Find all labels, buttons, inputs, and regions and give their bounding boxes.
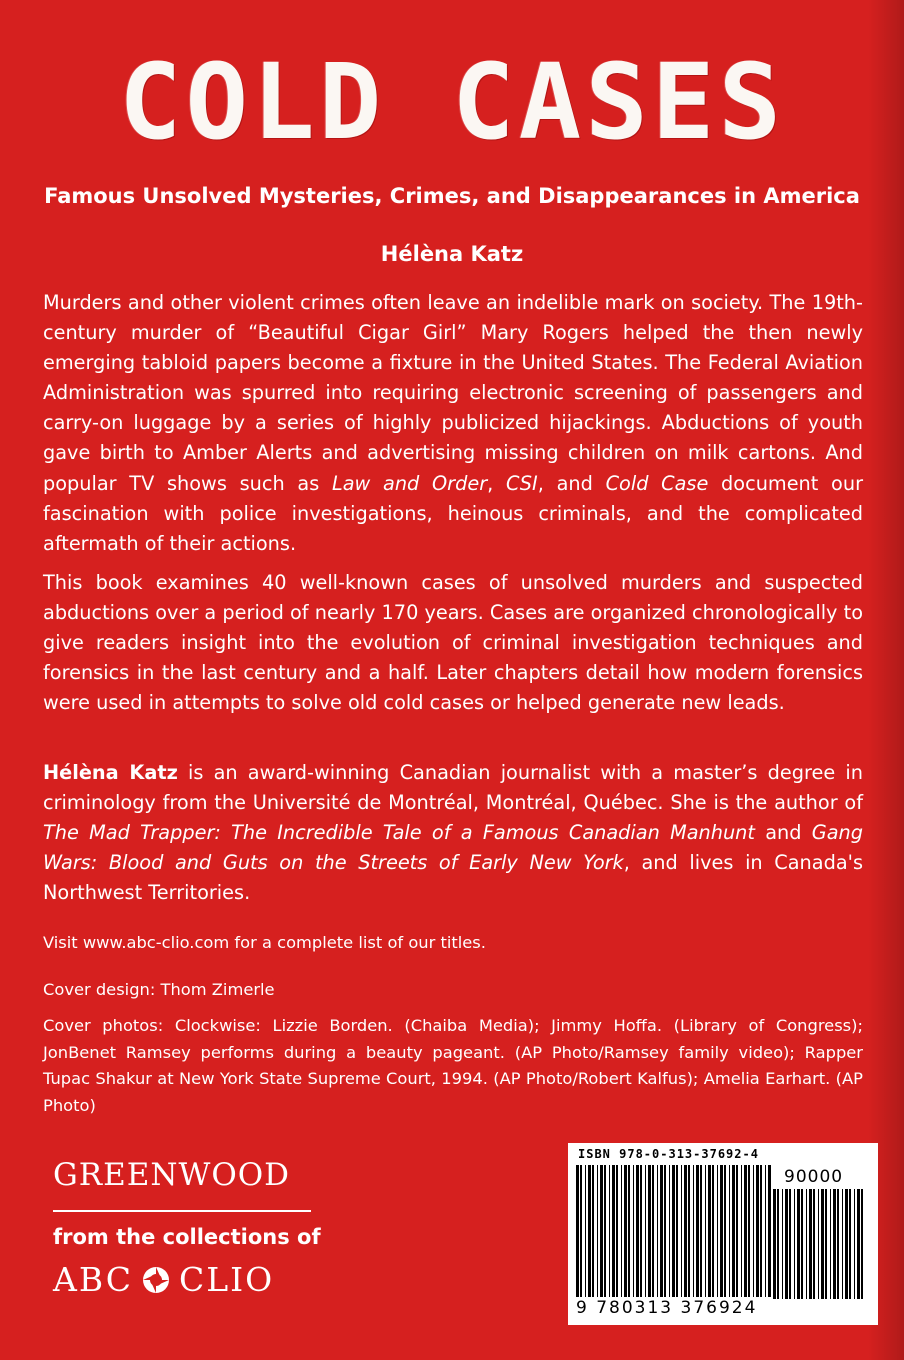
barcode-bar [660,1165,663,1297]
publisher-divider [53,1210,311,1212]
barcode-bar [705,1165,706,1297]
barcode-bar [741,1165,742,1297]
publisher-tagline: from the collections of [53,1225,321,1249]
description-text: document our fascination with police investigations, heinous criminals, and the complicated aftermath of their actions. [43,471,863,555]
barcode-bar [837,1189,839,1299]
barcode-bar [669,1165,670,1297]
barcode-bar [597,1165,598,1297]
barcode-bar [588,1165,591,1297]
aperture-icon [141,1265,171,1295]
barcode-bar [782,1189,783,1299]
author-bio [43,758,863,908]
bio-author-name: Hélèna Katz [43,761,178,784]
book-title: COLD CASES [118,41,786,163]
barcode-bar [664,1165,666,1297]
barcode-bar [657,1165,658,1297]
barcode-bar [712,1165,714,1297]
barcode-bar [773,1189,776,1299]
barcode-bar [624,1165,627,1297]
book-title-ref: Gang Wars: Blood and Guts on the Streets of Early New York [43,821,863,875]
barcode-bar [621,1165,622,1297]
barcode-bar [628,1165,630,1297]
barcode-bar [801,1189,803,1299]
barcode-bar [849,1189,851,1299]
barcode-bar [736,1165,738,1297]
website-note: Visit www.abc-clio.com for a complete list of our titles. [43,933,486,952]
barcode-bar [760,1165,762,1297]
publisher-imprint: GREENWOOD [53,1157,291,1193]
barcode-bar [861,1189,863,1299]
barcode-bar [756,1165,759,1297]
ean-number: 9 780313 376924 [576,1298,758,1318]
barcode-bar [585,1165,586,1297]
abc-clio-logo [53,1258,343,1302]
bio-text: , and lives in Canada's Northwest Territories. [43,851,863,905]
price-code: 90000 [784,1167,844,1187]
cover-design-credit: Cover design: Thom Zimerle [43,980,275,999]
show-title: Law and Order [331,471,488,495]
barcode-bar [592,1165,594,1297]
barcode-bar [684,1165,687,1297]
book-title-ref: The Mad Trapper: The Incredible Tale of a Famous Canadian Manhunt [43,821,755,845]
ean-barcode-bars [576,1165,772,1297]
barcode-bar [600,1165,603,1297]
barcode-bar [720,1165,723,1297]
barcode-bar [676,1165,678,1297]
barcode-bar [857,1189,860,1299]
barcode-bar [777,1189,779,1299]
barcode-bar [744,1165,747,1297]
bio-text: and [754,821,812,845]
show-title: CSI [505,471,538,495]
isbn-label: ISBN 978-0-313-37692-4 [578,1147,759,1161]
barcode-bar [576,1165,579,1297]
barcode-bar [833,1189,836,1299]
book-subtitle: Famous Unsolved Mysteries, Crimes, and Disappearances in America [44,184,860,208]
barcode-bar [821,1189,824,1299]
barcode-bar [609,1165,610,1297]
description-text: Murders and other violent crimes often leave an indelible mark on society. The 19th-century murder of “Beautiful Cigar Girl” Mary Rogers helped the then newly emerging tabloid papers become a fixture in the United States. The Federal Aviation Administration was spurred into requiring electronic screening of passengers and carry-on luggage by a series of highly publicized hijackings. Abductions of youth gave birth to Amber Alerts and advertising missing children on milk cartons. And popular TV shows such as [43,291,863,495]
isbn-barcode [568,1143,878,1325]
barcode-bar [809,1189,812,1299]
barcode-bar [768,1165,771,1297]
barcode-bar [785,1189,788,1299]
barcode-bar [825,1189,827,1299]
description-paragraph-1 [43,288,863,559]
barcode-bar [806,1189,807,1299]
barcode-bar [640,1165,642,1297]
barcode-bar [688,1165,690,1297]
show-title: Cold Case [605,471,709,495]
description-text: , and [537,471,606,495]
barcode-bar [813,1189,815,1299]
barcode-bar [753,1165,754,1297]
barcode-bar [717,1165,718,1297]
barcode-bar [724,1165,726,1297]
barcode-bar [633,1165,634,1297]
barcode-bar [681,1165,682,1297]
barcode-bar [580,1165,582,1297]
barcode-bar [636,1165,639,1297]
barcode-bar [729,1165,730,1297]
bio-text: is an award-winning Canadian journalist with a master’s degree in criminology from the Université de Montréal, Montréal, Québec. She is the author of [43,761,863,815]
description-paragraph-2: This book examines 40 well-known cases of unsolved murders and suspected abductions over a period of nearly 170 years. Cases are organized chronologically to give readers insight into the evolution of criminal investigation techniques and forensics in the last century and a half. Later chapters detail how modern forensics were used in attempts to solve old cold cases or helped generate new leads. [43,571,863,715]
barcode-bar [700,1165,702,1297]
barcode-bar [854,1189,855,1299]
barcode-bar [604,1165,606,1297]
cover-photo-credits: Cover photos: Clockwise: Lizzie Borden. (Chaiba Media); Jimmy Hoffa. (Library of Congress); JonBenet Ramsey performs during a beauty pageant. (AP Photo/Ramsey family video); Rapper Tupac Shakur at New York State Supreme Court, 1994. (AP Photo/Robert Kalfus); Amelia Earhart. (AP Photo) [43,1016,863,1115]
barcode-bar [645,1165,646,1297]
barcode-bar [616,1165,618,1297]
barcode-bar [765,1165,766,1297]
barcode-bar [830,1189,831,1299]
price-barcode-bars [773,1189,867,1299]
barcode-bar [672,1165,675,1297]
barcode-bar [797,1189,800,1299]
barcode-bar [794,1189,795,1299]
barcode-bar [648,1165,651,1297]
barcode-bar [748,1165,750,1297]
barcode-bar [842,1189,843,1299]
barcode-bar [732,1165,735,1297]
barcode-bar [652,1165,654,1297]
barcode-bar [696,1165,699,1297]
logo-text-right: CLIO [178,1260,275,1299]
barcode-bar [693,1165,694,1297]
description-text: , [487,471,506,495]
logo-text-left: ABC [53,1260,133,1299]
barcode-bar [818,1189,819,1299]
author-name: Hélèna Katz [380,242,524,266]
barcode-bar [789,1189,791,1299]
barcode-bar [708,1165,711,1297]
barcode-bar [845,1189,848,1299]
barcode-bar [612,1165,615,1297]
